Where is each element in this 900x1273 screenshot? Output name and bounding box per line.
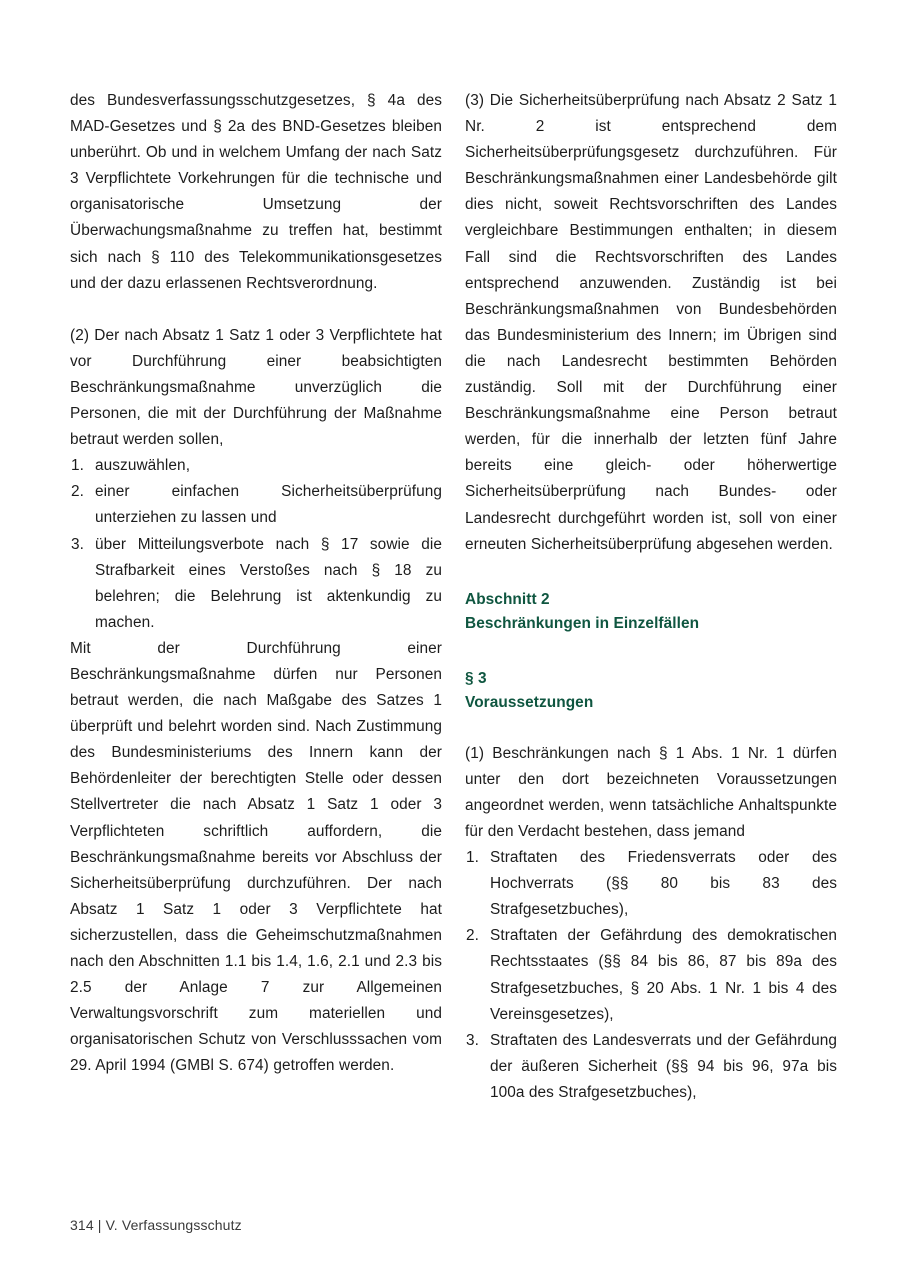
left-column (70, 88, 442, 1106)
list-item (465, 845, 837, 923)
list-marker: 1. (466, 849, 479, 867)
list-item-text: einer einfachen Sicherheitsüberprüfung unterziehen zu lassen und (95, 483, 442, 527)
paragraph-absatz-1-intro: (1) Beschränkungen nach § 1 Abs. 1 Nr. 1 dürfen unter den dort bezeichneten Voraussetzungen angeordnet werden, wenn tatsächliche Anhaltspunkte für den Verdacht bestehen, dass jemand (465, 744, 837, 840)
right-column (465, 88, 837, 1106)
paragraph-continued: des Bundesverfassungsschutzgesetzes, § 4a des MAD-Gesetzes und § 2a des BND-Gesetzes bleiben unberührt. Ob und in welchem Umfang der nach Satz 3 Verpflichtete Vorkehrungen für die technische und organisatorische Umsetzung der Überwachungsmaßnahme zu treffen hat, bestimmt sich nach § 110 des Telekommunikationsgesetzes und der dazu erlassenen Rechtsverordnung. (70, 92, 442, 292)
list-item-text: Straftaten des Friedensverrats oder des Hochverrats (§§ 80 bis 83 des Strafgesetzbuches), (490, 849, 837, 919)
list-item (70, 479, 442, 531)
paragraph-absatz-2-tail: Mit der Durchführung einer Beschränkungsmaßnahme dürfen nur Personen betraut werden, die nach Maßgabe des Satzes 1 überprüft und belehrt worden sind. Nach Zustimmung des Bundesministeriums des Innern kann der Behördenleiter der berechtigten Stelle oder dessen Stellvertreter die nach Absatz 1 Satz 1 oder 3 Verpflichteten schriftlich auffordern, die Beschränkungsmaßnahme bereits vor Abschluss der Sicherheitsüberprüfung durchzuführen. Der nach Absatz 1 Satz 1 oder 3 Verpflichtete hat sicherzustellen, dass die Geheimschutzmaßnahmen nach den Abschnitten 1.1 bis 1.4, 1.6, 2.1 und 2.3 bis 2.5 der Anlage 7 zur Allgemeinen Verwaltungsvorschrift zum materiellen und organisatorischen Schutz von Verschlusssachen vom 29. April 1994 (GMBl S. 674) getroffen werden. (70, 639, 442, 1075)
page-footer: 314 | V. Verfassungsschutz (70, 1217, 242, 1233)
list-item-text: Straftaten des Landesverrats und der Gefährdung der äußeren Sicherheit (§§ 94 bis 96, 97a bis 100a des Strafgesetzbuches), (490, 1031, 837, 1101)
numbered-list-absatz-1 (465, 845, 837, 1106)
list-item (465, 1028, 837, 1106)
list-marker: 3. (466, 1031, 479, 1049)
numbered-list-absatz-2 (70, 453, 442, 636)
paragraph-heading-line-2: Voraussetzungen (465, 693, 594, 711)
paragraph-heading-line-1: § 3 (465, 669, 487, 687)
list-item-text: auszuwählen, (95, 457, 191, 475)
paragraph-absatz-2-intro: (2) Der nach Absatz 1 Satz 1 oder 3 Verpflichtete hat vor Durchführung einer beabsichtigten Beschränkungsmaßnahme unverzüglich die Personen, die mit der Durchführung der Maßnahme betraut werden sollen, (70, 326, 442, 449)
list-item-text: über Mitteilungsverbote nach § 17 sowie die Strafbarkeit eines Verstoßes nach § 18 zu belehren; die Belehrung ist aktenkundig zu machen. (95, 535, 442, 631)
list-marker: 2. (71, 483, 84, 501)
list-marker: 3. (71, 535, 84, 553)
paragraph-heading-block (465, 667, 837, 715)
paragraph-absatz-3: (3) Die Sicherheitsüberprüfung nach Absatz 2 Satz 1 Nr. 2 ist entsprechend dem Sicherheitsüberprüfungsgesetz durchzuführen. Für Beschränkungsmaßnahmen einer Landesbehörde gilt dies nicht, soweit Rechtsvorschriften des Landes vergleichbare Bestimmungen enthalten; in diesem Fall sind die Rechtsvorschriften des Landes entsprechend anzuwenden. Zuständig ist bei Beschränkungsmaßnahmen von Bundesbehörden das Bundesministerium des Innern; im Übrigen sind die nach Landesrecht bestimmten Behörden zuständig. Soll mit der Durchführung einer Beschränkungsmaßnahme eine Person betraut werden, für die innerhalb der letzten fünf Jahre bereits eine gleich- oder höherwertige Sicherheitsüberprüfung nach Bundes- oder Landesrecht durchgeführt worden ist, soll von einer erneuten Sicherheitsüberprüfung abgesehen werden. (465, 92, 837, 553)
list-marker: 2. (466, 927, 479, 945)
list-item (70, 453, 442, 479)
section-heading-line-1: Abschnitt 2 (465, 590, 550, 608)
section-heading-line-2: Beschränkungen in Einzelfällen (465, 614, 700, 632)
list-item (465, 923, 837, 1027)
two-column-layout (70, 88, 838, 1106)
list-marker: 1. (71, 457, 84, 475)
list-item-text: Straftaten der Gefährdung des demokratischen Rechtsstaates (§§ 84 bis 86, 87 bis 89a des Strafgesetzbuches, § 20 Abs. 1 Nr. 1 bis 4 des Vereinsgesetzes), (490, 927, 837, 1023)
list-item (70, 532, 442, 636)
section-heading-block (465, 588, 837, 636)
